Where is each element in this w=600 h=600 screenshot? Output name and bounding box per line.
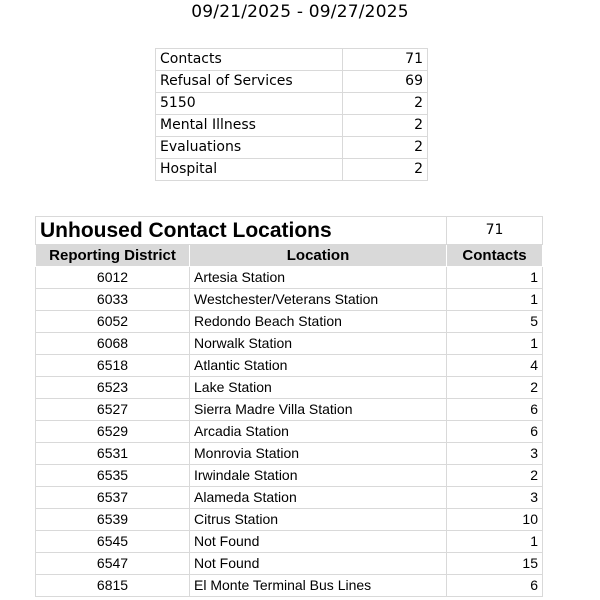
contact-locations-table [35, 216, 543, 597]
summary-value: 2 [343, 159, 428, 181]
location-cell: Not Found [190, 553, 447, 575]
contacts-cell: 10 [447, 509, 543, 531]
location-cell: Artesia Station [190, 267, 447, 289]
contacts-cell: 6 [447, 421, 543, 443]
reporting-district-cell: 6547 [36, 553, 190, 575]
contacts-cell: 5 [447, 311, 543, 333]
location-cell: Arcadia Station [190, 421, 447, 443]
contacts-cell: 3 [447, 487, 543, 509]
location-cell: Sierra Madre Villa Station [190, 399, 447, 421]
location-cell: Norwalk Station [190, 333, 447, 355]
summary-row [156, 93, 428, 115]
summary-label: 5150 [156, 93, 343, 115]
reporting-district-cell: 6545 [36, 531, 190, 553]
header-contacts: Contacts [447, 245, 543, 267]
table-row [36, 311, 543, 333]
location-cell: Citrus Station [190, 509, 447, 531]
location-cell: El Monte Terminal Bus Lines [190, 575, 447, 597]
locations-title: Unhoused Contact Locations [36, 217, 447, 245]
table-row [36, 509, 543, 531]
summary-row [156, 49, 428, 71]
reporting-district-cell: 6527 [36, 399, 190, 421]
summary-label: Evaluations [156, 137, 343, 159]
contacts-cell: 2 [447, 465, 543, 487]
reporting-district-cell: 6052 [36, 311, 190, 333]
table-row [36, 267, 543, 289]
location-cell: Lake Station [190, 377, 447, 399]
contacts-cell: 1 [447, 267, 543, 289]
summary-value: 2 [343, 137, 428, 159]
reporting-district-cell: 6539 [36, 509, 190, 531]
location-cell: Redondo Beach Station [190, 311, 447, 333]
contacts-cell: 1 [447, 289, 543, 311]
contacts-cell: 3 [447, 443, 543, 465]
date-range-title: 09/21/2025 - 09/27/2025 [191, 2, 409, 22]
table-row [36, 553, 543, 575]
summary-table [155, 48, 428, 181]
reporting-district-cell: 6068 [36, 333, 190, 355]
location-cell: Not Found [190, 531, 447, 553]
summary-label: Refusal of Services [156, 71, 343, 93]
summary-value: 71 [343, 49, 428, 71]
location-cell: Atlantic Station [190, 355, 447, 377]
contacts-cell: 6 [447, 575, 543, 597]
table-row [36, 289, 543, 311]
table-row [36, 443, 543, 465]
contacts-cell: 2 [447, 377, 543, 399]
location-cell: Irwindale Station [190, 465, 447, 487]
summary-value: 69 [343, 71, 428, 93]
summary-label: Contacts [156, 49, 343, 71]
locations-total: 71 [447, 217, 543, 245]
table-row [36, 487, 543, 509]
table-row [36, 355, 543, 377]
reporting-district-cell: 6815 [36, 575, 190, 597]
reporting-district-cell: 6531 [36, 443, 190, 465]
summary-row [156, 137, 428, 159]
header-location: Location [190, 245, 447, 267]
reporting-district-cell: 6529 [36, 421, 190, 443]
locations-header-row [36, 245, 543, 267]
table-row [36, 399, 543, 421]
summary-row [156, 71, 428, 93]
summary-value: 2 [343, 115, 428, 137]
reporting-district-cell: 6033 [36, 289, 190, 311]
header-reporting-district: Reporting District [36, 245, 190, 267]
reporting-district-cell: 6523 [36, 377, 190, 399]
contacts-cell: 15 [447, 553, 543, 575]
location-cell: Monrovia Station [190, 443, 447, 465]
table-row [36, 333, 543, 355]
summary-label: Hospital [156, 159, 343, 181]
table-row [36, 531, 543, 553]
summary-value: 2 [343, 93, 428, 115]
location-cell: Alameda Station [190, 487, 447, 509]
location-cell: Westchester/Veterans Station [190, 289, 447, 311]
contacts-cell: 1 [447, 531, 543, 553]
summary-label: Mental Illness [156, 115, 343, 137]
reporting-district-cell: 6012 [36, 267, 190, 289]
locations-title-row [36, 217, 543, 245]
table-row [36, 575, 543, 597]
contacts-cell: 6 [447, 399, 543, 421]
reporting-district-cell: 6537 [36, 487, 190, 509]
table-row [36, 421, 543, 443]
contacts-cell: 4 [447, 355, 543, 377]
reporting-district-cell: 6518 [36, 355, 190, 377]
summary-row [156, 159, 428, 181]
reporting-district-cell: 6535 [36, 465, 190, 487]
table-row [36, 465, 543, 487]
table-row [36, 377, 543, 399]
summary-row [156, 115, 428, 137]
contacts-cell: 1 [447, 333, 543, 355]
